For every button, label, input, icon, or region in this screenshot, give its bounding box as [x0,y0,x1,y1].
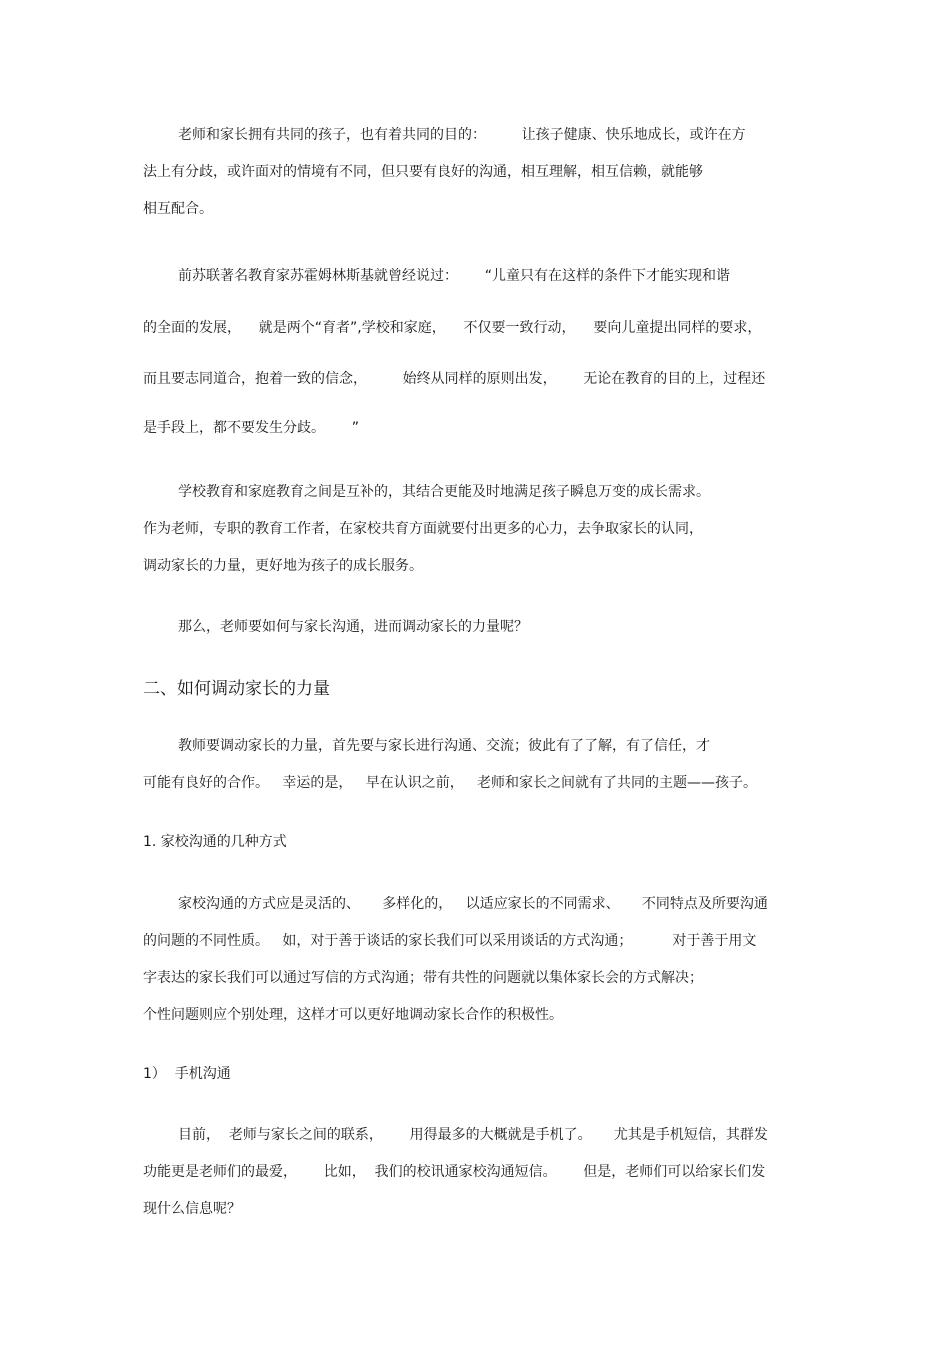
paragraph-methods-line-3: 字表达的家长我们可以通过写信的方式沟通；带有共性的问题就以集体家长会的方式解决； [143,970,703,986]
paragraph-complementary-line-3: 调动家长的力量，更好地为孩子的成长服务。 [143,558,423,574]
paragraph-quote-line-2: 的全面的发展， 就是两个“育者”,学校和家庭， 不仅要一致行动， 要向儿童提出同样的要求， [143,320,762,336]
paragraph-phone-line-3: 现什么信息呢？ [143,1201,241,1217]
paragraph-quote-line-4: 是手段上，都不要发生分歧。 ” [143,420,359,436]
paragraph-common-goal-line-2: 法上有分歧，或许面对的情境有不同，但只要有良好的沟通，相互理解，相互信赖，就能够 [143,164,703,180]
paragraph-communicate-line-2: 可能有良好的合作。 幸运的是， 早在认识之前， 老师和家长之间就有了共同的主题——孩子。 [143,775,758,791]
paragraph-common-goal-line-1: 老师和家长拥有共同的孩子，也有着共同的目的： 让孩子健康、快乐地成长，或许在方 [178,127,746,143]
paragraph-question-line-1: 那么，老师要如何与家长沟通，进而调动家长的力量呢？ [178,619,528,635]
paragraph-quote-line-1: 前苏联著名教育家苏霍姆林斯基就曾经说过： “儿童只有在这样的条件下才能实现和谐 [178,268,730,284]
subheading-1: 1. 家校沟通的几种方式 [143,834,287,850]
paragraph-common-goal-line-3: 相互配合。 [143,201,213,217]
paragraph-phone-line-1: 目前， 老师与家长之间的联系， 用得最多的大概就是手机了。 尤其是手机短信，其群发 [178,1127,768,1143]
paragraph-methods-line-1: 家校沟通的方式应是灵活的、 多样化的， 以适应家长的不同需求、 不同特点及所要沟通 [178,896,768,912]
paragraph-phone-line-2: 功能更是老师们的最爱， 比如， 我们的校讯通家校沟通短信。 但是，老师们可以给家长们发 [143,1164,766,1180]
paragraph-quote-line-3: 而且要志同道合，抱着一致的信念， 始终从同样的原则出发， 无论在教育的目的上，过程还 [143,371,766,387]
paragraph-methods-line-2: 的问题的不同性质。 如，对于善于谈话的家长我们可以采用谈话的方式沟通； 对于善于用文 [143,933,757,949]
paragraph-methods-line-4: 个性问题则应个别处理，这样才可以更好地调动家长合作的积极性。 [143,1007,563,1023]
section-heading-2: 二、如何调动家长的力量 [143,679,330,699]
paragraph-complementary-line-2: 作为老师，专职的教育工作者，在家校共育方面就要付出更多的心力，去争取家长的认同， [143,521,703,537]
subheading-phone: 1） 手机沟通 [143,1066,231,1082]
paragraph-complementary-line-1: 学校教育和家庭教育之间是互补的，其结合更能及时地满足孩子瞬息万变的成长需求。 [178,484,710,500]
paragraph-communicate-line-1: 教师要调动家长的力量，首先要与家长进行沟通、交流；彼此有了了解，有了信任，才 [178,738,710,754]
